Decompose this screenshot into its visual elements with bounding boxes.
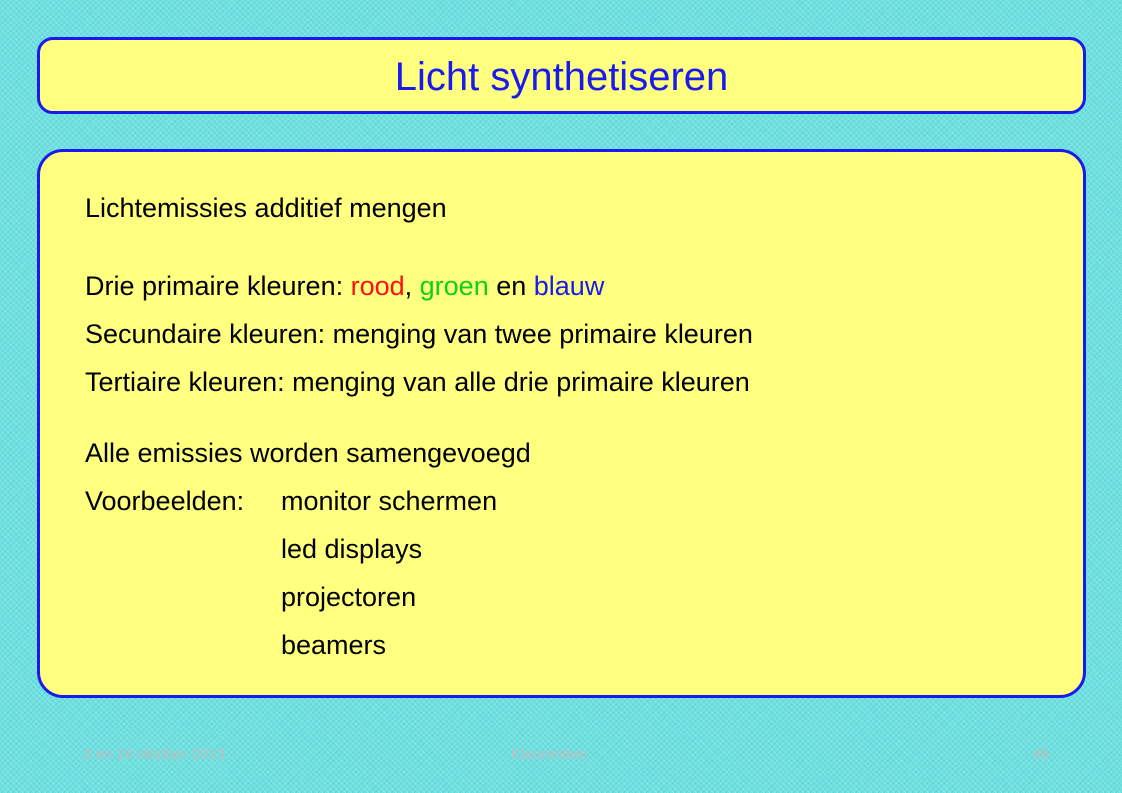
line-additive-mixing: Lichtemissies additief mengen — [85, 193, 447, 223]
example-item: beamers — [281, 630, 387, 660]
color-word-blue: blauw — [533, 271, 605, 301]
line-secondary-colors: Secundaire kleuren: menging van twee primaire kleuren — [85, 319, 753, 349]
primary-colors-sep2: en — [488, 271, 534, 301]
line-primary-colors — [85, 270, 604, 302]
slide-title: Licht synthetiseren — [394, 55, 729, 99]
line-tertiary-colors: Tertiaire kleuren: menging van alle drie primaire kleuren — [85, 367, 750, 397]
examples-label: Voorbeelden: — [85, 486, 245, 516]
footer-page-number: 46 — [1032, 746, 1049, 763]
example-item: monitor schermen — [281, 486, 498, 516]
color-word-green: groen — [419, 271, 489, 301]
example-item: led displays — [281, 534, 423, 564]
color-word-red: rood — [350, 271, 405, 301]
title-panel — [37, 37, 1086, 114]
content-panel — [37, 149, 1086, 698]
footer-topic: Kleurenleer — [511, 746, 588, 763]
primary-colors-prefix: Drie primaire kleuren: — [85, 271, 351, 301]
primary-colors-sep1: , — [404, 271, 420, 301]
line-emissions-combined: Alle emissies worden samengevoegd — [85, 438, 531, 468]
footer-date: 2 en 16 oktober 2013 — [83, 746, 225, 763]
example-item: projectoren — [281, 582, 417, 612]
